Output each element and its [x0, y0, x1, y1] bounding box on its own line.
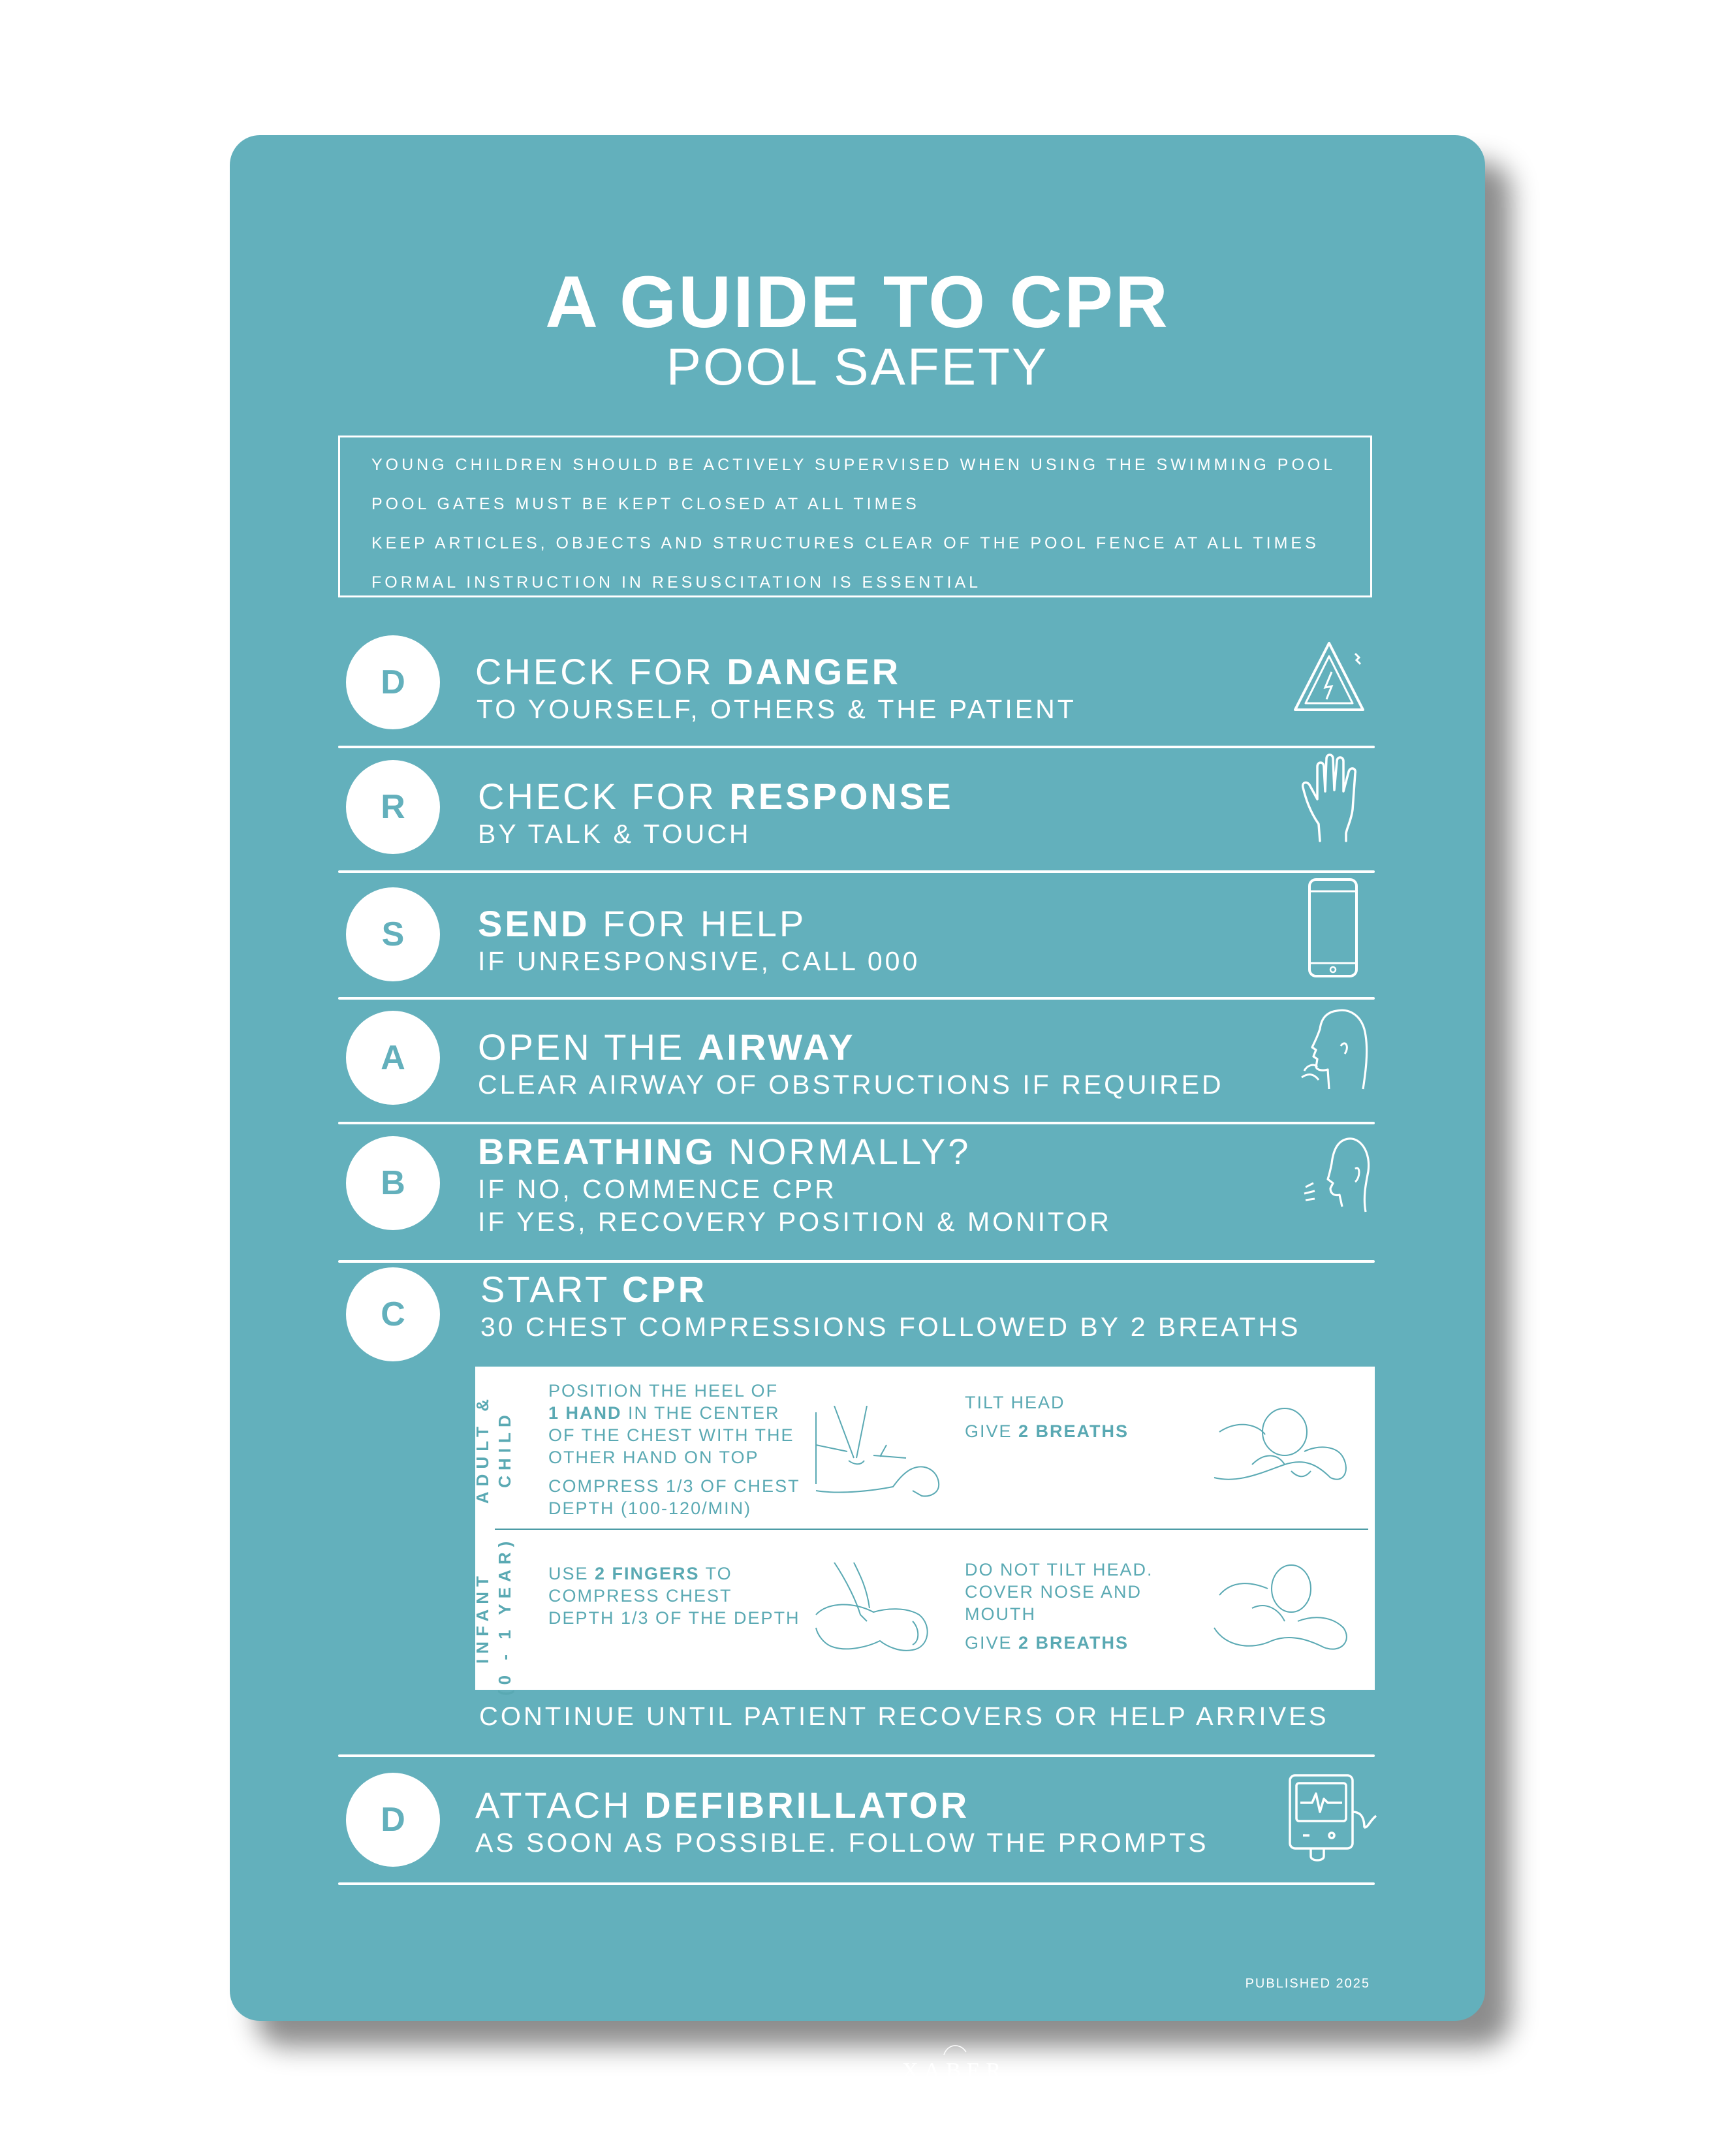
- pool-rule: KEEP ARTICLES, OBJECTS AND STRUCTURES CLEAR OF THE POOL FENCE AT ALL TIMES: [371, 534, 1319, 552]
- page-subtitle: POOL SAFETY: [666, 338, 1049, 396]
- step-heading: OPEN THE AIRWAY: [478, 1026, 856, 1068]
- step-letter-badge: R: [346, 760, 440, 854]
- step-airway: [230, 1011, 1485, 1128]
- divider: [338, 997, 1375, 1000]
- divider: [338, 1260, 1375, 1263]
- divider: [338, 870, 1375, 873]
- cpr-instructions-panel: [473, 1367, 1375, 1696]
- step-detail: BY TALK & TOUCH: [478, 819, 751, 849]
- raised-hand-icon: [1300, 752, 1372, 844]
- step-heading: CHECK FOR RESPONSE: [478, 776, 954, 817]
- divider: [338, 1122, 1375, 1124]
- step-response: [230, 760, 1485, 878]
- divider: [338, 1882, 1375, 1885]
- infant-label: INFANT (0 - 1 YEAR): [473, 1536, 514, 1696]
- step-detail: AS SOON AS POSSIBLE. FOLLOW THE PROMPTS: [475, 1828, 1209, 1858]
- brand-logo: [902, 2040, 1007, 2106]
- pool-rule: YOUNG CHILDREN SHOULD BE ACTIVELY SUPERVISED WHEN USING THE SWIMMING POOL: [371, 456, 1336, 474]
- step-danger: [230, 635, 1485, 753]
- step-letter-badge: B: [346, 1136, 440, 1230]
- step-heading: START CPR: [480, 1269, 708, 1310]
- step-breathing: [230, 1131, 1485, 1267]
- divider: [338, 746, 1375, 748]
- infant-rescue-breath-illustration: [1213, 1562, 1363, 1654]
- step-heading: BREATHING NORMALLY?: [478, 1131, 971, 1172]
- infant-breath-instructions: DO NOT TILT HEAD. COVER NOSE AND MOUTH GIVE 2 BREATHS: [965, 1560, 1153, 1653]
- pool-rules-box: [338, 436, 1372, 597]
- step-letter-badge: D: [346, 635, 440, 729]
- step-letter-badge: A: [346, 1011, 440, 1105]
- step-heading: SEND FOR HELP: [478, 903, 807, 944]
- page-title: A GUIDE TO CPR: [545, 261, 1170, 343]
- step-heading: ATTACH DEFIBRILLATOR: [475, 1784, 970, 1826]
- continue-instruction: CONTINUE UNTIL PATIENT RECOVERS OR HELP ARRIVES: [479, 1702, 1329, 1731]
- step-letter-badge: C: [346, 1267, 440, 1361]
- head-breathing-icon: [1300, 1132, 1372, 1217]
- pool-rule: FORMAL INSTRUCTION IN RESUSCITATION IS ESSENTIAL: [371, 573, 982, 592]
- defibrillator-icon: [1285, 1773, 1383, 1864]
- adult-rescue-breath-illustration: [1213, 1406, 1356, 1497]
- adult-compression-depth: COMPRESS 1/3 OF CHEST DEPTH (100-120/MIN): [548, 1476, 800, 1518]
- step-detail: IF UNRESPONSIVE, CALL 000: [478, 946, 920, 976]
- step-detail: CLEAR AIRWAY OF OBSTRUCTIONS IF REQUIRED: [478, 1070, 1224, 1100]
- step-detail: IF YES, RECOVERY POSITION & MONITOR: [478, 1207, 1112, 1237]
- step-detail: TO YOURSELF, OTHERS & THE PATIENT: [477, 694, 1076, 724]
- adult-breath-instructions: TILT HEAD GIVE 2 BREATHS: [965, 1393, 1129, 1441]
- step-detail: 30 CHEST COMPRESSIONS FOLLOWED BY 2 BREATHS: [480, 1312, 1301, 1342]
- infant-two-finger-compression-illustration: [815, 1562, 952, 1654]
- step-send-help: [230, 887, 1485, 1005]
- mobile-phone-icon: [1307, 877, 1359, 979]
- pool-rule: POOL GATES MUST BE KEPT CLOSED AT ALL TIMES: [371, 495, 920, 513]
- electrical-hazard-warning-icon: [1290, 639, 1381, 718]
- brand-name: XABER: [902, 2059, 1007, 2083]
- head-airway-icon: [1298, 1007, 1370, 1092]
- cpr-guide-sign: [230, 135, 1485, 2083]
- adult-chest-compression-illustration: [815, 1406, 945, 1504]
- infant-compression-instructions: USE 2 FINGERS TO COMPRESS CHEST DEPTH 1/3 OF THE DEPTH: [548, 1564, 800, 1628]
- step-letter-badge: D: [346, 1773, 440, 1867]
- step-letter-badge: S: [346, 887, 440, 981]
- adult-compression-instructions: POSITION THE HEEL OF 1 HAND IN THE CENTER OF THE CHEST WITH THE OTHER HAND ON TOP: [548, 1381, 794, 1467]
- published-date: PUBLISHED 2025: [1245, 1976, 1370, 1991]
- step-heading: CHECK FOR DANGER: [475, 651, 901, 692]
- divider: [338, 1754, 1375, 1757]
- panel-divider: [495, 1529, 1368, 1530]
- step-detail: IF NO, COMMENCE CPR: [478, 1174, 837, 1204]
- step-defibrillator: [230, 1773, 1485, 1890]
- adult-child-label: ADULT & CHILD: [473, 1393, 514, 1504]
